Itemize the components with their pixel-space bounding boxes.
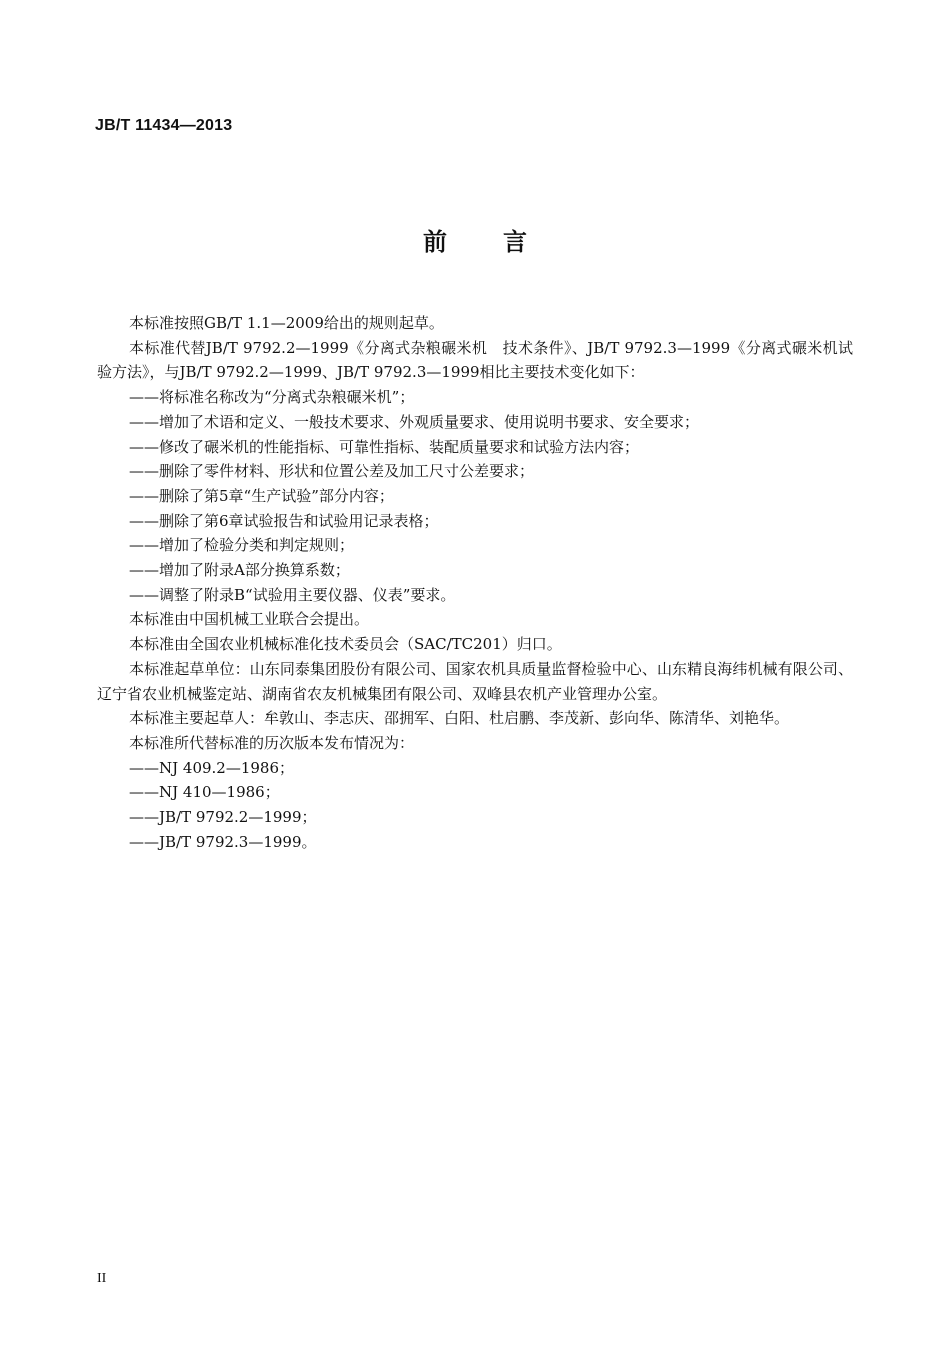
list-item: ——修改了碾米机的性能指标、可靠性指标、装配质量要求和试验方法内容；	[129, 437, 640, 456]
list-item: ——增加了检验分类和判定规则；	[129, 536, 355, 555]
page-number: II	[97, 1271, 107, 1286]
list-item: ——NJ 409.2—1986；	[129, 758, 295, 777]
list-item: ——调整了附录B“试验用主要仪器、仪表”要求。	[129, 585, 456, 604]
paragraph: 本标准代替JB/T 9792.2—1999《分离式杂粮碾米机 技术条件》、JB/T 9792.3—1999《分离式碾米机试验方法》，与JB/T 9792.2—1999、JB/T 9792.3—1999相比主要技术变化如下：	[97, 338, 853, 382]
paragraph: 本标准所代替标准的历次版本发布情况为：	[129, 733, 415, 752]
list-item: ——删除了零件材料、形状和位置公差及加工尺寸公差要求；	[129, 462, 535, 481]
list-item: ——删除了第5章“生产试验”部分内容；	[129, 486, 394, 505]
paragraph: 本标准按照GB/T 1.1—2009给出的规则起草。	[129, 314, 444, 332]
standard-code: JB/T 11434—2013	[95, 117, 233, 134]
paragraph: 本标准主要起草人：牟敦山、李志庆、邵拥军、白阳、杜启鹏、李茂新、彭向华、陈清华、刘艳华。	[129, 709, 790, 728]
list-item: ——增加了术语和定义、一般技术要求、外观质量要求、使用说明书要求、安全要求；	[129, 412, 700, 431]
list-item: ——JB/T 9792.2—1999；	[129, 808, 317, 827]
list-item: ——增加了附录A部分换算系数；	[129, 561, 350, 580]
foreword-body	[97, 311, 853, 854]
list-item: ——NJ 410—1986；	[129, 783, 280, 802]
paragraph: 本标准由中国机械工业联合会提出。	[129, 610, 370, 629]
list-item: ——删除了第6章试验报告和试验用记录表格；	[129, 511, 439, 530]
page-title: 前言	[423, 228, 583, 256]
paragraph: 本标准由全国农业机械标准化技术委员会（SAC/TC201）归口。	[129, 635, 562, 654]
list-item: ——将标准名称改为“分离式杂粮碾米机”；	[129, 388, 415, 407]
paragraph: 本标准起草单位：山东同泰集团股份有限公司、国家农机具质量监督检验中心、山东精良海纬机械有限公司、辽宁省农业机械鉴定站、湖南省农友机械集团有限公司、双峰县农机产业管理办公室。	[97, 659, 853, 703]
list-item: ——JB/T 9792.3—1999。	[129, 832, 317, 851]
